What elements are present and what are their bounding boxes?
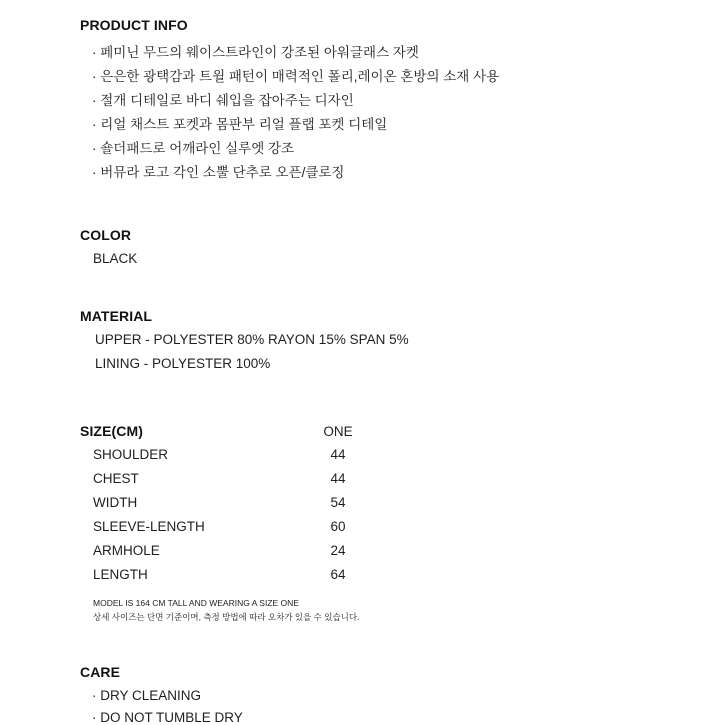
- size-row-value: 44: [330, 447, 346, 462]
- care-item: · DRY CLEANING: [92, 688, 202, 703]
- size-row-label: SLEEVE-LENGTH: [93, 519, 205, 534]
- care-item: · DO NOT TUMBLE DRY: [92, 710, 243, 725]
- size-row-label: SHOULDER: [93, 447, 169, 462]
- size-column-header: ONE: [323, 424, 353, 439]
- size-row-value: 54: [330, 495, 346, 510]
- product-info-heading: PRODUCT INFO: [80, 17, 188, 33]
- product-info-item: · 페미닌 무드의 웨이스트라인이 강조된 아워글래스 자켓: [92, 45, 419, 60]
- size-row-label: ARMHOLE: [93, 543, 160, 558]
- material-heading: MATERIAL: [80, 308, 153, 324]
- material-upper: UPPER - POLYESTER 80% RAYON 15% SPAN 5%: [95, 332, 409, 347]
- size-row-label: LENGTH: [93, 567, 148, 582]
- size-row-value: 44: [330, 471, 346, 486]
- product-info-item: · 버뮤라 로고 각인 소뿔 단추로 오픈/클로징: [92, 165, 345, 180]
- size-row-label: CHEST: [93, 471, 139, 486]
- size-note-ko: 상세 사이즈는 단면 기준이며, 측정 방법에 따라 오차가 있을 수 있습니다.: [93, 612, 360, 622]
- material-lining: LINING - POLYESTER 100%: [95, 356, 271, 371]
- size-heading: SIZE(CM): [80, 423, 144, 439]
- color-heading: COLOR: [80, 227, 132, 243]
- size-row-label: WIDTH: [93, 495, 138, 510]
- color-value: BLACK: [93, 251, 138, 266]
- product-info-item: · 숄더패드로 어깨라인 실루엣 강조: [92, 141, 295, 156]
- size-row-value: 64: [330, 567, 346, 582]
- product-info-item: · 리얼 채스트 포켓과 몸판부 리얼 플랩 포켓 디테일: [92, 117, 388, 132]
- care-heading: CARE: [80, 664, 121, 680]
- product-info-item: · 은은한 광택감과 트윌 패턴이 매력적인 폴리,레이온 혼방의 소재 사용: [92, 69, 500, 84]
- size-row-value: 24: [330, 543, 346, 558]
- product-info-item: · 절개 디테일로 바디 쉐입을 잡아주는 디자인: [92, 93, 354, 108]
- size-row-value: 60: [330, 519, 346, 534]
- size-note-en: MODEL IS 164 CM TALL AND WEARING A SIZE ONE: [93, 598, 299, 608]
